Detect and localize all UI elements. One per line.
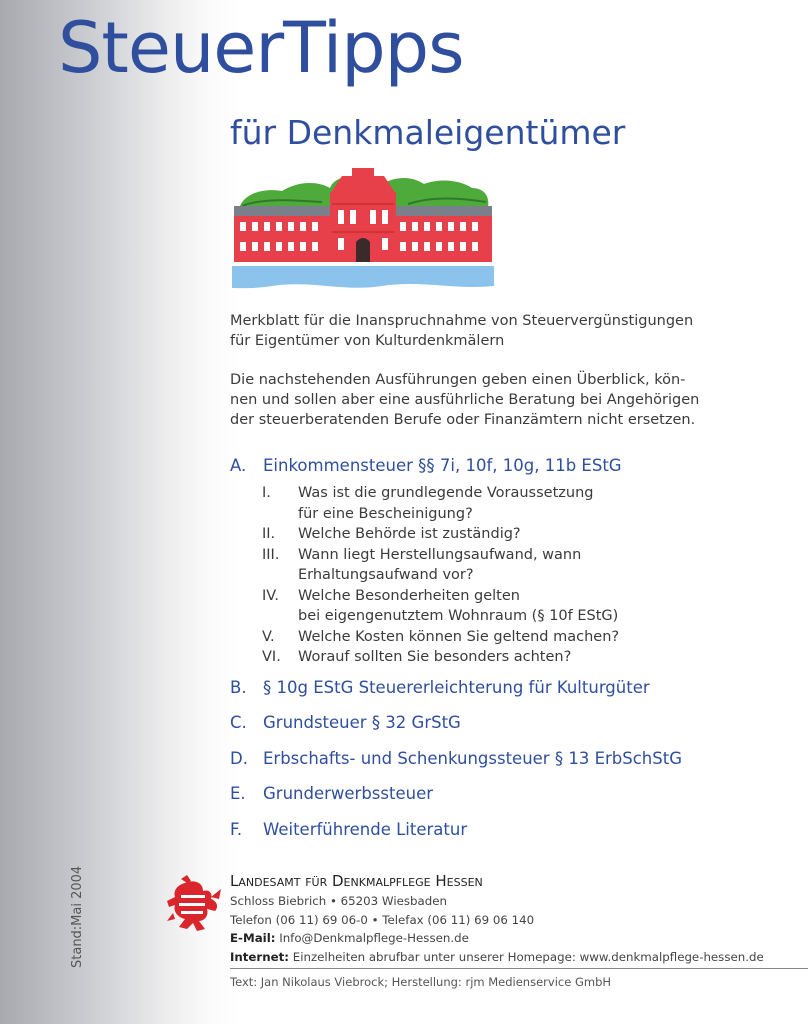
subitem-line: Erhaltungsaufwand vor? bbox=[298, 567, 474, 583]
disclaimer-line: der steuerberatenden Berufe oder Finanzämtern nicht ersetzen. bbox=[230, 412, 696, 428]
page-subtitle: für Denkmaleigentümer bbox=[230, 113, 626, 152]
footer bbox=[230, 870, 790, 966]
section-title: § 10g EStG Steuererleichterung für Kulturgüter bbox=[263, 678, 650, 697]
disclaimer-line: Die nachstehenden Ausführungen geben einen Überblick, kön- bbox=[230, 372, 686, 388]
section-letter: C. bbox=[230, 713, 247, 732]
section-a-subitems bbox=[262, 483, 702, 668]
section-letter: E. bbox=[230, 784, 246, 803]
address: Schloss Biebrich • 65203 Wiesbaden bbox=[230, 894, 447, 908]
hessen-lion-icon bbox=[165, 873, 223, 935]
subitem-line: Wann liegt Herstellungsaufwand, wann bbox=[298, 546, 582, 563]
section-title: Grundsteuer § 32 GrStG bbox=[263, 713, 461, 732]
section-letter: B. bbox=[230, 678, 247, 697]
subitem-line: bei eigengenutztem Wohnraum (§ 10f EStG) bbox=[298, 608, 619, 624]
subitem-3 bbox=[262, 545, 702, 586]
subitem-6 bbox=[262, 647, 702, 668]
section-title: Einkommensteuer §§ 7i, 10f, 10g, 11b EStG bbox=[263, 456, 622, 475]
section-f bbox=[230, 819, 467, 841]
email-label: E-Mail: bbox=[230, 931, 276, 945]
email-address[interactable]: Info@Denkmalpflege-Hessen.de bbox=[279, 931, 469, 945]
footer-divider bbox=[230, 968, 808, 969]
subitem-line: Welche Kosten können Sie geltend machen? bbox=[298, 628, 620, 645]
section-letter: D. bbox=[230, 749, 248, 768]
subitem-number: I. bbox=[262, 485, 271, 501]
disclaimer-paragraph bbox=[230, 370, 730, 430]
subitem-line: Was ist die grundlegende Voraussetzung bbox=[298, 485, 594, 501]
internet-line bbox=[230, 948, 790, 967]
subitem-number: III. bbox=[262, 546, 280, 563]
email-line bbox=[230, 929, 790, 948]
section-e bbox=[230, 783, 433, 805]
section-letter: A. bbox=[230, 456, 247, 475]
intro-line: für Eigentümer von Kulturdenkmälern bbox=[230, 333, 505, 349]
subitem-line: für eine Bescheinigung? bbox=[298, 505, 473, 522]
intro-line: Merkblatt für die Inanspruchnahme von Steuervergünstigungen bbox=[230, 313, 694, 329]
subitem-1 bbox=[262, 483, 702, 524]
disclaimer-line: nen und sollen aber eine ausführliche Beratung bei Angehörigen bbox=[230, 392, 700, 408]
stand-date: Stand:Mai 2004 bbox=[70, 865, 85, 968]
subitem-4 bbox=[262, 586, 702, 627]
subitem-2 bbox=[262, 524, 702, 545]
section-c bbox=[230, 712, 461, 734]
section-d bbox=[230, 748, 682, 770]
section-a bbox=[230, 455, 622, 477]
section-letter: F. bbox=[230, 820, 243, 839]
section-b bbox=[230, 677, 650, 699]
section-title: Grunderwerbssteuer bbox=[263, 784, 434, 803]
section-title: Erbschafts- und Schenkungssteuer § 13 ErbSchStG bbox=[263, 749, 682, 768]
castle-illustration bbox=[232, 162, 494, 294]
credit-line: Text: Jan Nikolaus Viebrock; Herstellung: rjm Medienservice GmbH bbox=[230, 975, 612, 989]
intro-paragraph bbox=[230, 311, 730, 351]
page-title: SteuerTipps bbox=[58, 7, 464, 89]
subitem-number: IV. bbox=[262, 587, 279, 604]
subitem-number: II. bbox=[262, 526, 276, 542]
phone-fax: Telefon (06 11) 69 06-0 • Telefax (06 11) 69 06 140 bbox=[230, 912, 535, 927]
subitem-line: Welche Behörde ist zuständig? bbox=[298, 526, 521, 542]
organization-name: Landesamt für Denkmalpflege Hessen bbox=[230, 872, 483, 890]
subitem-5 bbox=[262, 627, 702, 648]
section-title: Weiterführende Literatur bbox=[263, 820, 468, 839]
subitem-line: Welche Besonderheiten gelten bbox=[298, 587, 520, 604]
subitem-line: Worauf sollten Sie besonders achten? bbox=[298, 649, 572, 665]
subitem-number: V. bbox=[262, 628, 275, 645]
internet-label: Internet: bbox=[230, 949, 290, 964]
subitem-number: VI. bbox=[262, 649, 281, 665]
internet-text[interactable]: Einzelheiten abrufbar unter unserer Homepage: www.denkmalpflege-hessen.de bbox=[292, 949, 764, 964]
